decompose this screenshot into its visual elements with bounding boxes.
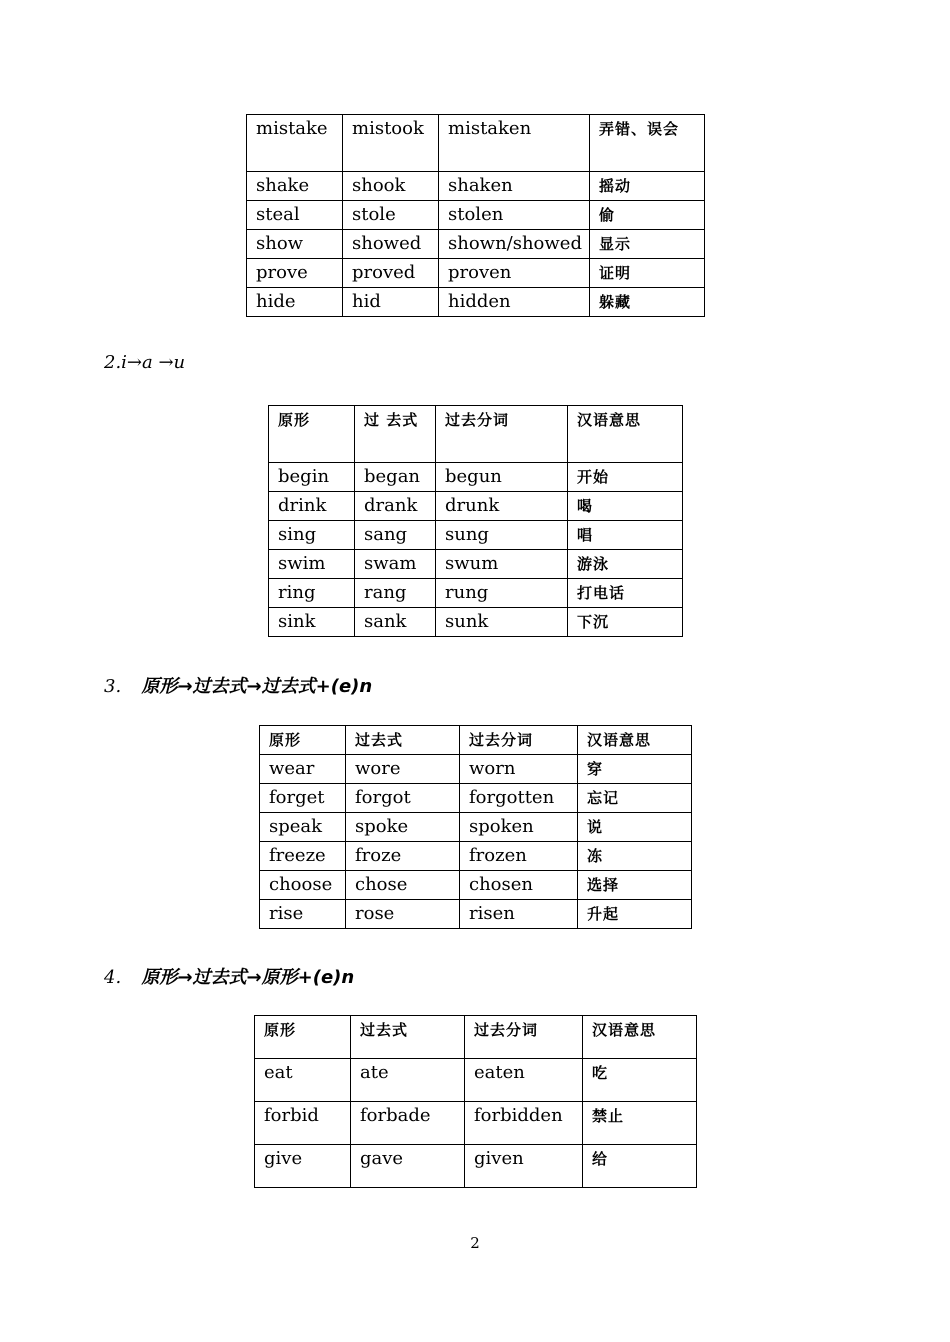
table-header-row [269,406,683,463]
table-cell: sank [355,608,436,637]
header-cell: 过去分词 [460,726,578,755]
table-cell: frozen [460,842,578,871]
table-cell: swum [436,550,568,579]
table-row [269,463,683,492]
table-cell: risen [460,900,578,929]
table-row [269,550,683,579]
header-cell: 过去式 [351,1016,465,1059]
table-cell: forbade [351,1102,465,1145]
table-cell: 禁止 [583,1102,697,1145]
header-cell: 原形 [255,1016,351,1059]
table-cell: rang [355,579,436,608]
table-row [255,1102,697,1145]
table-cell: steal [247,201,343,230]
table-cell: rise [260,900,346,929]
table-cell: rose [346,900,460,929]
header-cell: 原形 [260,726,346,755]
table-header-row [255,1016,697,1059]
table-cell: 吃 [583,1059,697,1102]
table-cell: begun [436,463,568,492]
table-cell: 冻 [578,842,692,871]
table-row [255,1059,697,1102]
table-cell: chosen [460,871,578,900]
table-cell: sunk [436,608,568,637]
table-cell: 喝 [568,492,683,521]
section-heading-text: 原形→过去式→原形+(e)n [141,967,355,988]
table-cell: eat [255,1059,351,1102]
table-cell: spoken [460,813,578,842]
table-cell: wore [346,755,460,784]
table-cell: 显示 [590,230,705,259]
verb-table-i-a-u [268,405,683,637]
table-cell: shown/showed [439,230,590,259]
table-cell: hidden [439,288,590,317]
table-cell: sink [269,608,355,637]
table-cell: 游泳 [568,550,683,579]
table-cell: forgotten [460,784,578,813]
table-cell: forbidden [465,1102,583,1145]
table-cell: prove [247,259,343,288]
table-cell: swim [269,550,355,579]
table-cell: 给 [583,1145,697,1188]
table-row [247,172,705,201]
table-cell: sing [269,521,355,550]
table-cell: 下沉 [568,608,683,637]
verb-table-base-plus-en [254,1015,697,1188]
page-number: 2 [470,1234,480,1252]
table-cell: mistaken [439,115,590,172]
table-cell: forget [260,784,346,813]
table-cell: 躲藏 [590,288,705,317]
table-cell: swam [355,550,436,579]
table-body [260,726,692,929]
header-cell: 过去分词 [436,406,568,463]
table-cell: hid [343,288,439,317]
table-cell: rung [436,579,568,608]
section-number: 4. [104,967,122,988]
table-cell: showed [343,230,439,259]
section-heading-3 [104,672,372,698]
table-row [255,1145,697,1188]
section-heading-2 [104,352,185,373]
table-cell: stolen [439,201,590,230]
table-cell: forbid [255,1102,351,1145]
table-cell: 弄错、误会 [590,115,705,172]
table-cell: 开始 [568,463,683,492]
header-cell: 原形 [269,406,355,463]
header-cell: 过 去式 [355,406,436,463]
table-cell: forgot [346,784,460,813]
table-cell: begin [269,463,355,492]
table-cell: show [247,230,343,259]
table-cell: speak [260,813,346,842]
table-cell: 证明 [590,259,705,288]
table-cell: spoke [346,813,460,842]
table-cell: mistake [247,115,343,172]
table-cell: shake [247,172,343,201]
table-cell: eaten [465,1059,583,1102]
table-row [260,842,692,871]
section-heading-text: 2.i→a →u [104,352,186,373]
table-cell: froze [346,842,460,871]
table-cell: 唱 [568,521,683,550]
table-cell: freeze [260,842,346,871]
table-cell: sang [355,521,436,550]
table-cell: drunk [436,492,568,521]
verb-table-past-plus-en [259,725,692,929]
table-cell: 忘记 [578,784,692,813]
header-cell: 过去分词 [465,1016,583,1059]
verb-table-continued [246,114,705,317]
table-body [269,406,683,637]
table-cell: drink [269,492,355,521]
section-number: 3. [104,676,122,697]
table-cell: sung [436,521,568,550]
table-cell: 偷 [590,201,705,230]
table-cell: hide [247,288,343,317]
table-row [269,608,683,637]
table-cell: ring [269,579,355,608]
table-row [247,115,705,172]
table-cell: 打电话 [568,579,683,608]
table-cell: 选择 [578,871,692,900]
table-row [247,288,705,317]
table-cell: stole [343,201,439,230]
table-cell: 升起 [578,900,692,929]
section-heading-text: 原形→过去式→过去式+(e)n [141,676,373,697]
table-cell: shaken [439,172,590,201]
table-row [269,492,683,521]
table-cell: shook [343,172,439,201]
table-cell: given [465,1145,583,1188]
table-cell: 摇动 [590,172,705,201]
table-row [269,521,683,550]
table-cell: wear [260,755,346,784]
table-cell: gave [351,1145,465,1188]
table-row [247,230,705,259]
table-cell: choose [260,871,346,900]
table-cell: mistook [343,115,439,172]
header-cell: 汉语意思 [568,406,683,463]
table-row [260,755,692,784]
table-cell: give [255,1145,351,1188]
table-cell: proven [439,259,590,288]
table-cell: 说 [578,813,692,842]
table-cell: worn [460,755,578,784]
table-cell: began [355,463,436,492]
table-cell: drank [355,492,436,521]
table-row [247,259,705,288]
table-cell: ate [351,1059,465,1102]
table-row [247,201,705,230]
table-row [260,900,692,929]
header-cell: 汉语意思 [583,1016,697,1059]
table-cell: chose [346,871,460,900]
table-row [260,784,692,813]
table-row [269,579,683,608]
table-row [260,813,692,842]
table-row [260,871,692,900]
table-body [255,1016,697,1188]
section-heading-4 [104,963,354,989]
table-cell: proved [343,259,439,288]
table-body [247,115,705,317]
header-cell: 过去式 [346,726,460,755]
table-header-row [260,726,692,755]
header-cell: 汉语意思 [578,726,692,755]
table-cell: 穿 [578,755,692,784]
